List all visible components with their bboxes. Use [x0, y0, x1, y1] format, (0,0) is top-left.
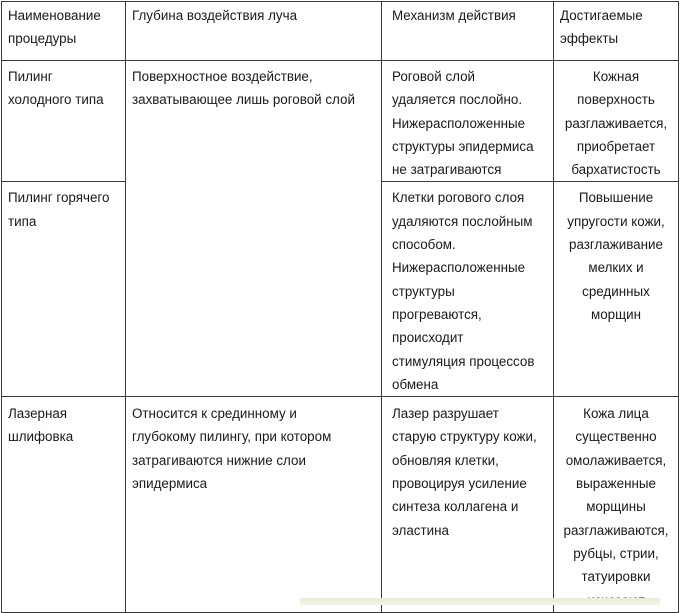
cell-mechanism: Клетки рогового слоя удаляются послойным способом. Нижерасположенные структуры прогреваются, происходит стимуляция процессов обмена: [382, 182, 554, 397]
cell-beam-depth: Поверхностное воздействие, захватывающее лишь роговой слой: [126, 61, 382, 397]
header-procedure-name: Наименование процедуры: [2, 2, 126, 61]
procedures-table: [1, 1, 679, 613]
header-beam-depth: Глубина воздействия луча: [126, 2, 382, 61]
table-row: [2, 397, 679, 613]
header-effects: Достигаемые эффекты: [554, 2, 679, 61]
header-mechanism: Механизм действия: [382, 2, 554, 61]
cell-procedure-name: Лазерная шлифовка: [2, 397, 126, 613]
cell-effect: Кожа лица существенно омолаживается, выраженные морщины разглаживаются, рубцы, стрии, татуировки: [554, 397, 679, 613]
cell-mechanism: Лазер разрушает старую структуру кожи, обновляя клетки, провоцируя усиление синтеза коллагена и эластина: [382, 397, 554, 613]
cell-procedure-name: Пилинг горячего типа: [2, 182, 126, 397]
table-row: [2, 61, 679, 182]
cell-effect: Повышение упругости кожи, разглаживание мелких и срединных морщин: [554, 182, 679, 397]
cell-mechanism: Роговой слой удаляется послойно. Нижерасположенные структуры эпидермиса не затрагиваются: [382, 61, 554, 182]
table-header-row: [2, 2, 679, 61]
cell-procedure-name: Пилинг холодного типа: [2, 61, 126, 182]
cell-beam-depth: Относится к срединному и глубокому пилингу, при котором затрагиваются нижние слои эпидермиса: [126, 397, 382, 613]
page-edge-strip: [300, 598, 660, 605]
cell-effect: Кожная поверхность разглаживается, приобретает бархатистость: [554, 61, 679, 182]
